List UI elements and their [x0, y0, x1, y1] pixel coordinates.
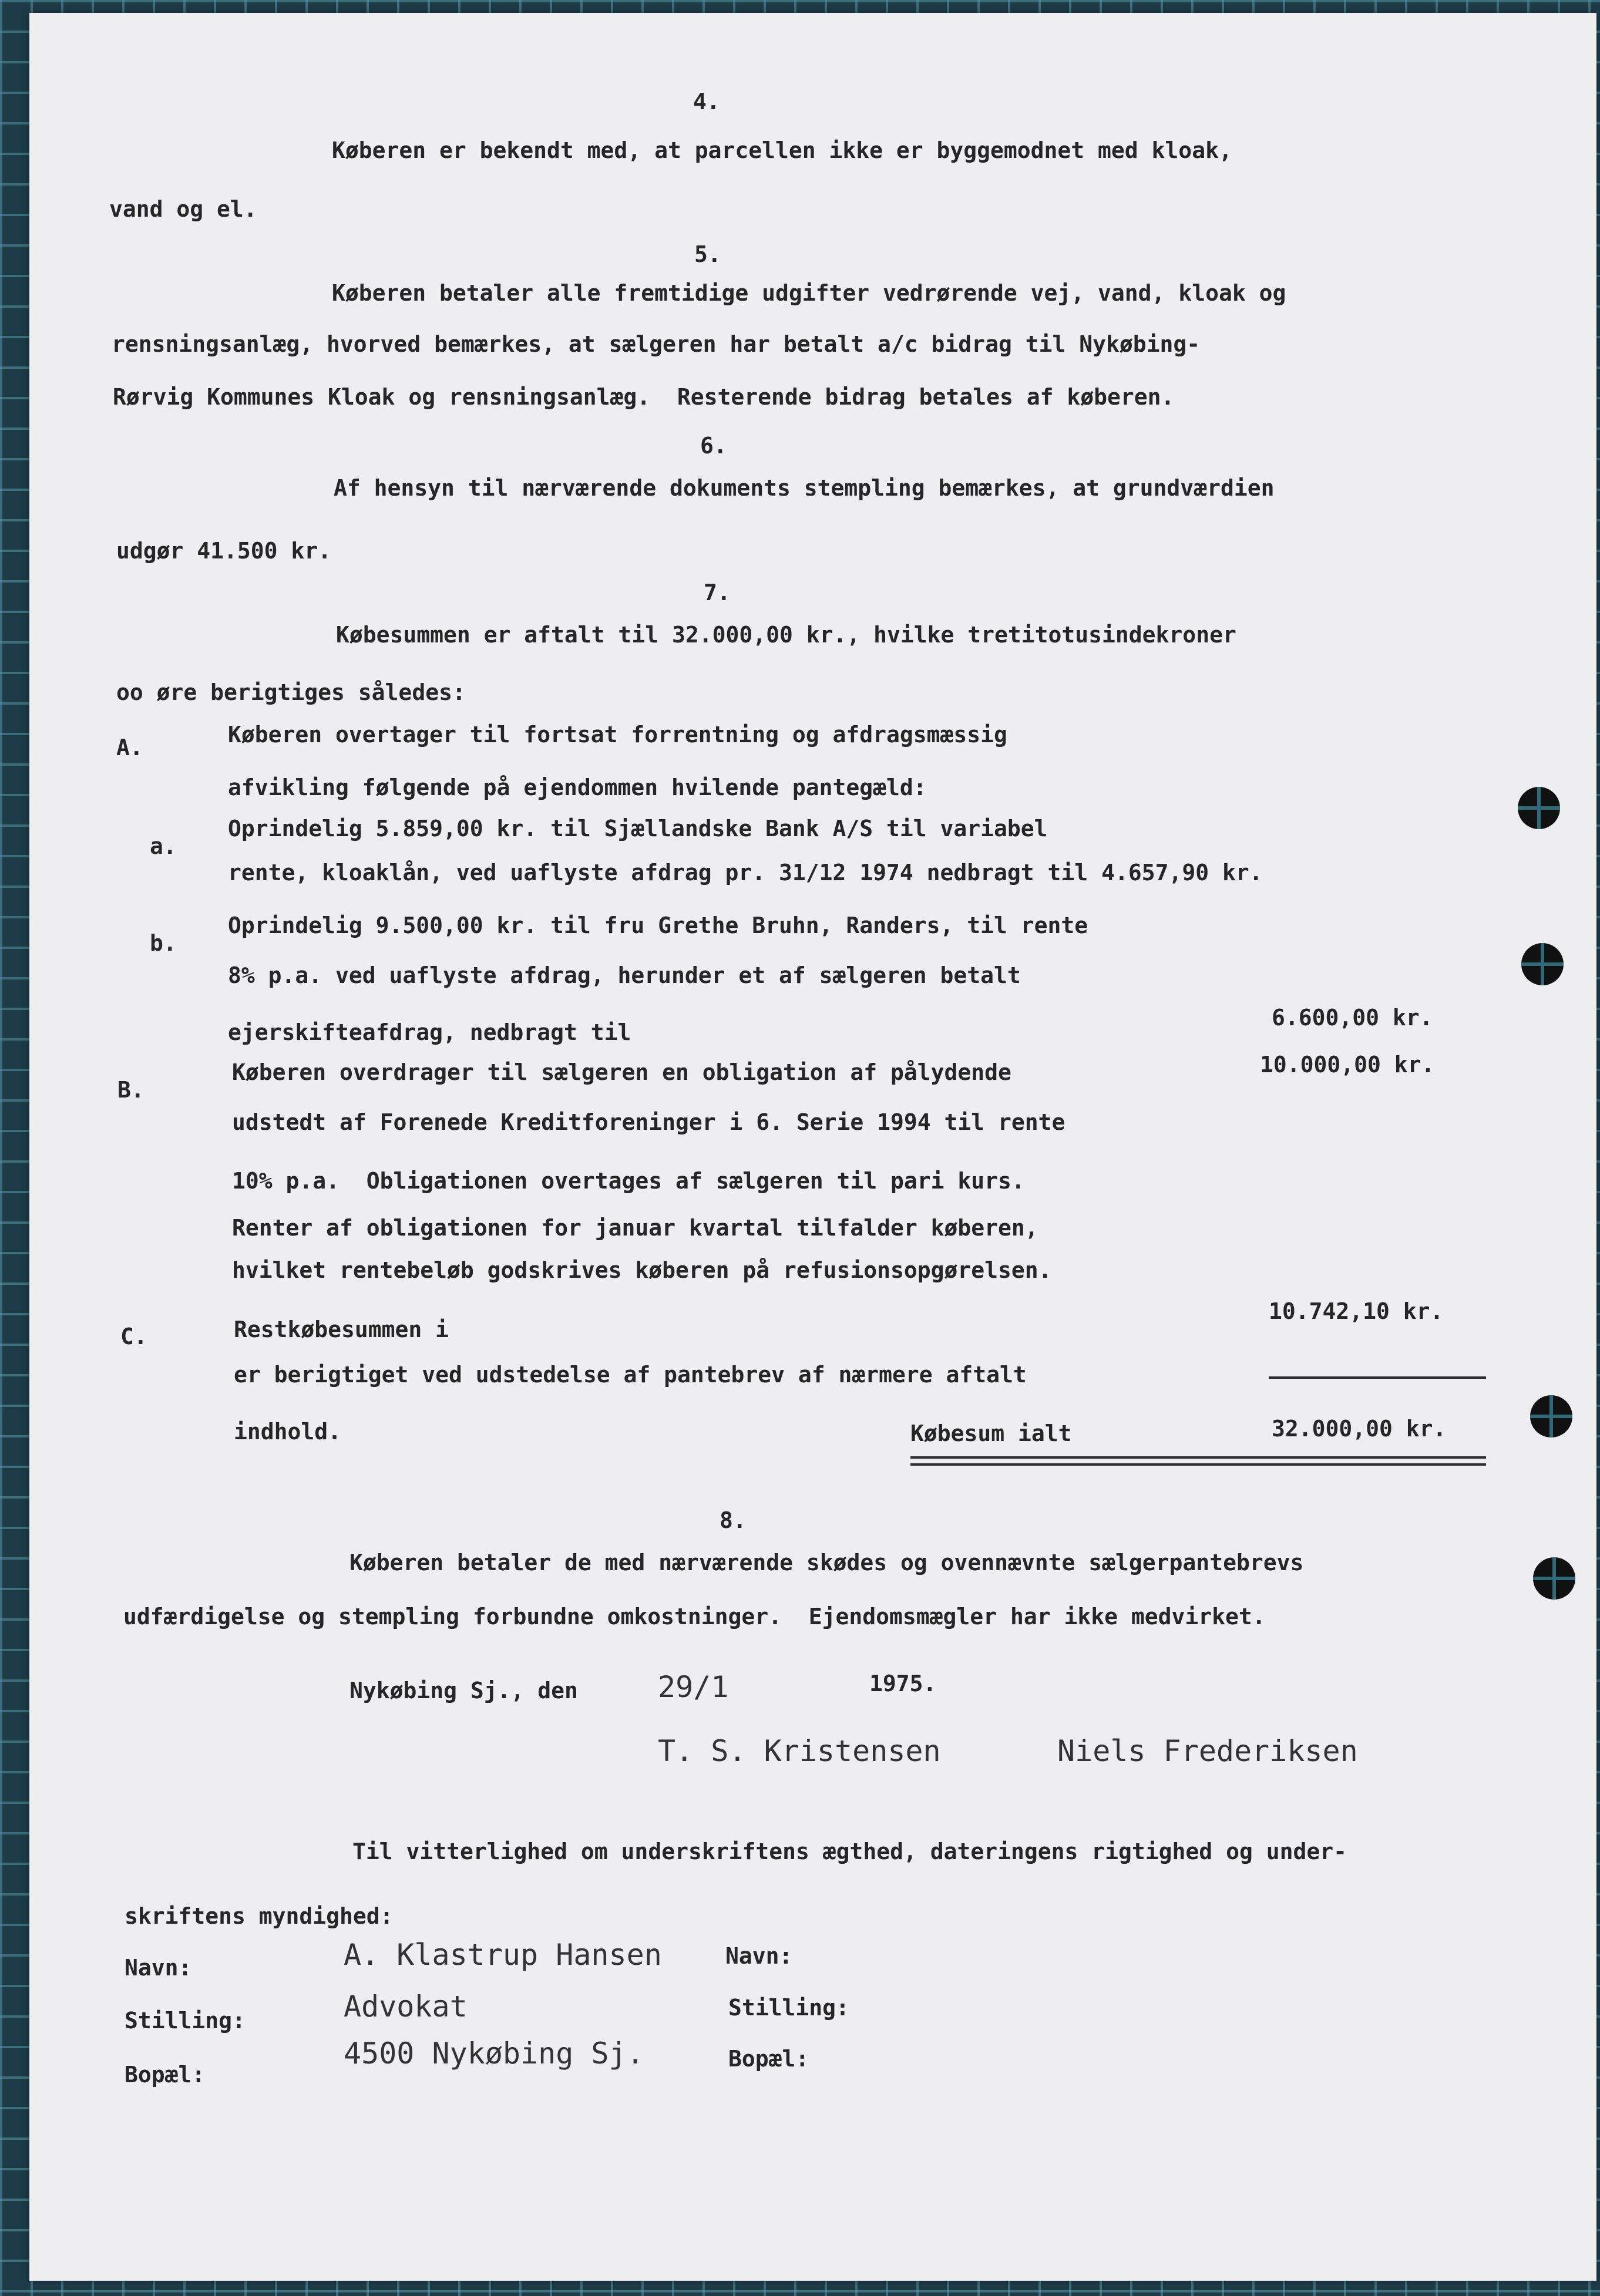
punch-hole-1 [1518, 787, 1560, 829]
witness-position-label-2: Stilling: [728, 1995, 849, 2021]
section-4-number: 4. [693, 89, 720, 115]
total-amount: 32.000,00 kr. [1272, 1416, 1447, 1442]
total-double-rule-bottom [910, 1463, 1486, 1466]
item-B-line-4: Renter af obligationen for januar kvartal tilfalder køberen, [232, 1215, 1038, 1241]
item-A-line-2: afvikling følgende på ejendommen hvilende pantegæld: [228, 775, 927, 800]
item-B-line-2: udstedt af Forenede Kreditforeninger i 6. Serie 1994 til rente [232, 1109, 1065, 1135]
item-b-line-2: 8% p.a. ved uaflyste afdrag, herunder et af sælgeren betalt [228, 962, 1021, 988]
section-7-line-2: oo øre berigtiges således: [116, 679, 466, 705]
section-5-line-3: Rørvig Kommunes Kloak og rensningsanlæg. Resterende bidrag betales af køberen. [113, 384, 1175, 410]
section-7-line-1: Købesummen er aftalt til 32.000,00 kr., hvilke tretitotusindekroner [336, 622, 1236, 648]
subtotal-rule [1269, 1376, 1486, 1379]
section-5-line-1: Køberen betaler alle fremtidige udgifter vedrørende vej, vand, kloak og [332, 280, 1286, 306]
item-A-label: A. [116, 735, 143, 760]
dateline-year: 1975. [869, 1671, 937, 1696]
section-7-number: 7. [704, 580, 731, 605]
buyer-signature: Niels Frederiksen [1057, 1734, 1358, 1768]
witness-position-label: Stilling: [125, 2008, 246, 2034]
section-4-line-2: vand og el. [109, 196, 257, 222]
item-C-label: C. [120, 1324, 147, 1349]
item-B-label: B. [117, 1077, 144, 1103]
witness-residence-label: Bopæl: [125, 2062, 206, 2088]
punch-hole-4 [1533, 1557, 1575, 1600]
punch-hole-2 [1521, 943, 1564, 985]
item-C-line-1: Restkøbesummen i [234, 1317, 449, 1342]
witness-name-label-2: Navn: [725, 1943, 793, 1969]
section-5-number: 5. [694, 241, 721, 267]
dateline-date: 29/1 [658, 1670, 729, 1704]
item-B-amount: 10.000,00 kr. [1260, 1052, 1435, 1078]
witness-residence-value: 4500 Nykøbing Sj. [344, 2036, 644, 2071]
section-6-number: 6. [700, 433, 727, 459]
item-a-line-1: Oprindelig 5.859,00 kr. til Sjællandske Bank A/S til variabel [228, 816, 1048, 841]
witness-name-value: A. Klastrup Hansen [344, 1938, 662, 1972]
item-b-amount: 6.600,00 kr. [1272, 1005, 1433, 1031]
witness-name-label: Navn: [125, 1955, 192, 1981]
item-A-line-1: Køberen overtager til fortsat forrentning og afdragsmæssig [228, 722, 1007, 748]
total-label: Købesum ialt [910, 1420, 1072, 1446]
section-8-number: 8. [720, 1507, 747, 1533]
item-b-line-1: Oprindelig 9.500,00 kr. til fru Grethe Bruhn, Randers, til rente [228, 913, 1088, 938]
witness-line-1: Til vitterlighed om underskriftens ægthed, dateringens rigtighed og under- [352, 1839, 1347, 1864]
document-page [29, 13, 1596, 2281]
section-6-line-1: Af hensyn til nærværende dokuments stempling bemærkes, at grundværdien [334, 475, 1275, 501]
section-8-line-1: Køberen betaler de med nærværende skødes og ovennævnte sælgerpantebrevs [349, 1550, 1304, 1575]
item-B-line-5: hvilket rentebeløb godskrives køberen på refusionsopgørelsen. [232, 1257, 1052, 1283]
dateline-place: Nykøbing Sj., den [349, 1678, 578, 1704]
item-B-line-3: 10% p.a. Obligationen overtages af sælgeren til pari kurs. [232, 1168, 1025, 1194]
item-a-label: a. [150, 833, 177, 859]
section-5-line-2: rensningsanlæg, hvorved bemærkes, at sælgeren har betalt a/c bidrag til Nykøbing- [112, 331, 1201, 357]
item-b-line-3: ejerskifteafdrag, nedbragt til [228, 1019, 631, 1045]
total-double-rule-top [910, 1456, 1486, 1459]
witness-residence-label-2: Bopæl: [728, 2046, 809, 2072]
item-C-line-3: indhold. [234, 1419, 342, 1445]
item-C-line-2: er berigtiget ved udstedelse af pantebrev af nærmere aftalt [234, 1362, 1027, 1388]
witness-position-value: Advokat [344, 1989, 468, 2024]
section-6-line-2: udgør 41.500 kr. [116, 538, 332, 564]
item-C-amount: 10.742,10 kr. [1269, 1298, 1444, 1324]
section-4-line-1: Køberen er bekendt med, at parcellen ikke er byggemodnet med kloak, [332, 137, 1232, 163]
item-b-label: b. [150, 930, 177, 956]
witness-line-2: skriftens myndighed: [125, 1903, 394, 1929]
item-B-line-1: Køberen overdrager til sælgeren en obligation af pålydende [232, 1059, 1011, 1085]
seller-signature: T. S. Kristensen [658, 1734, 941, 1768]
item-a-line-2: rente, kloaklån, ved uaflyste afdrag pr. 31/12 1974 nedbragt til 4.657,90 kr. [228, 860, 1263, 886]
section-8-line-2: udfærdigelse og stempling forbundne omkostninger. Ejendomsmægler har ikke medvirket. [123, 1604, 1266, 1630]
punch-hole-3 [1530, 1395, 1572, 1437]
